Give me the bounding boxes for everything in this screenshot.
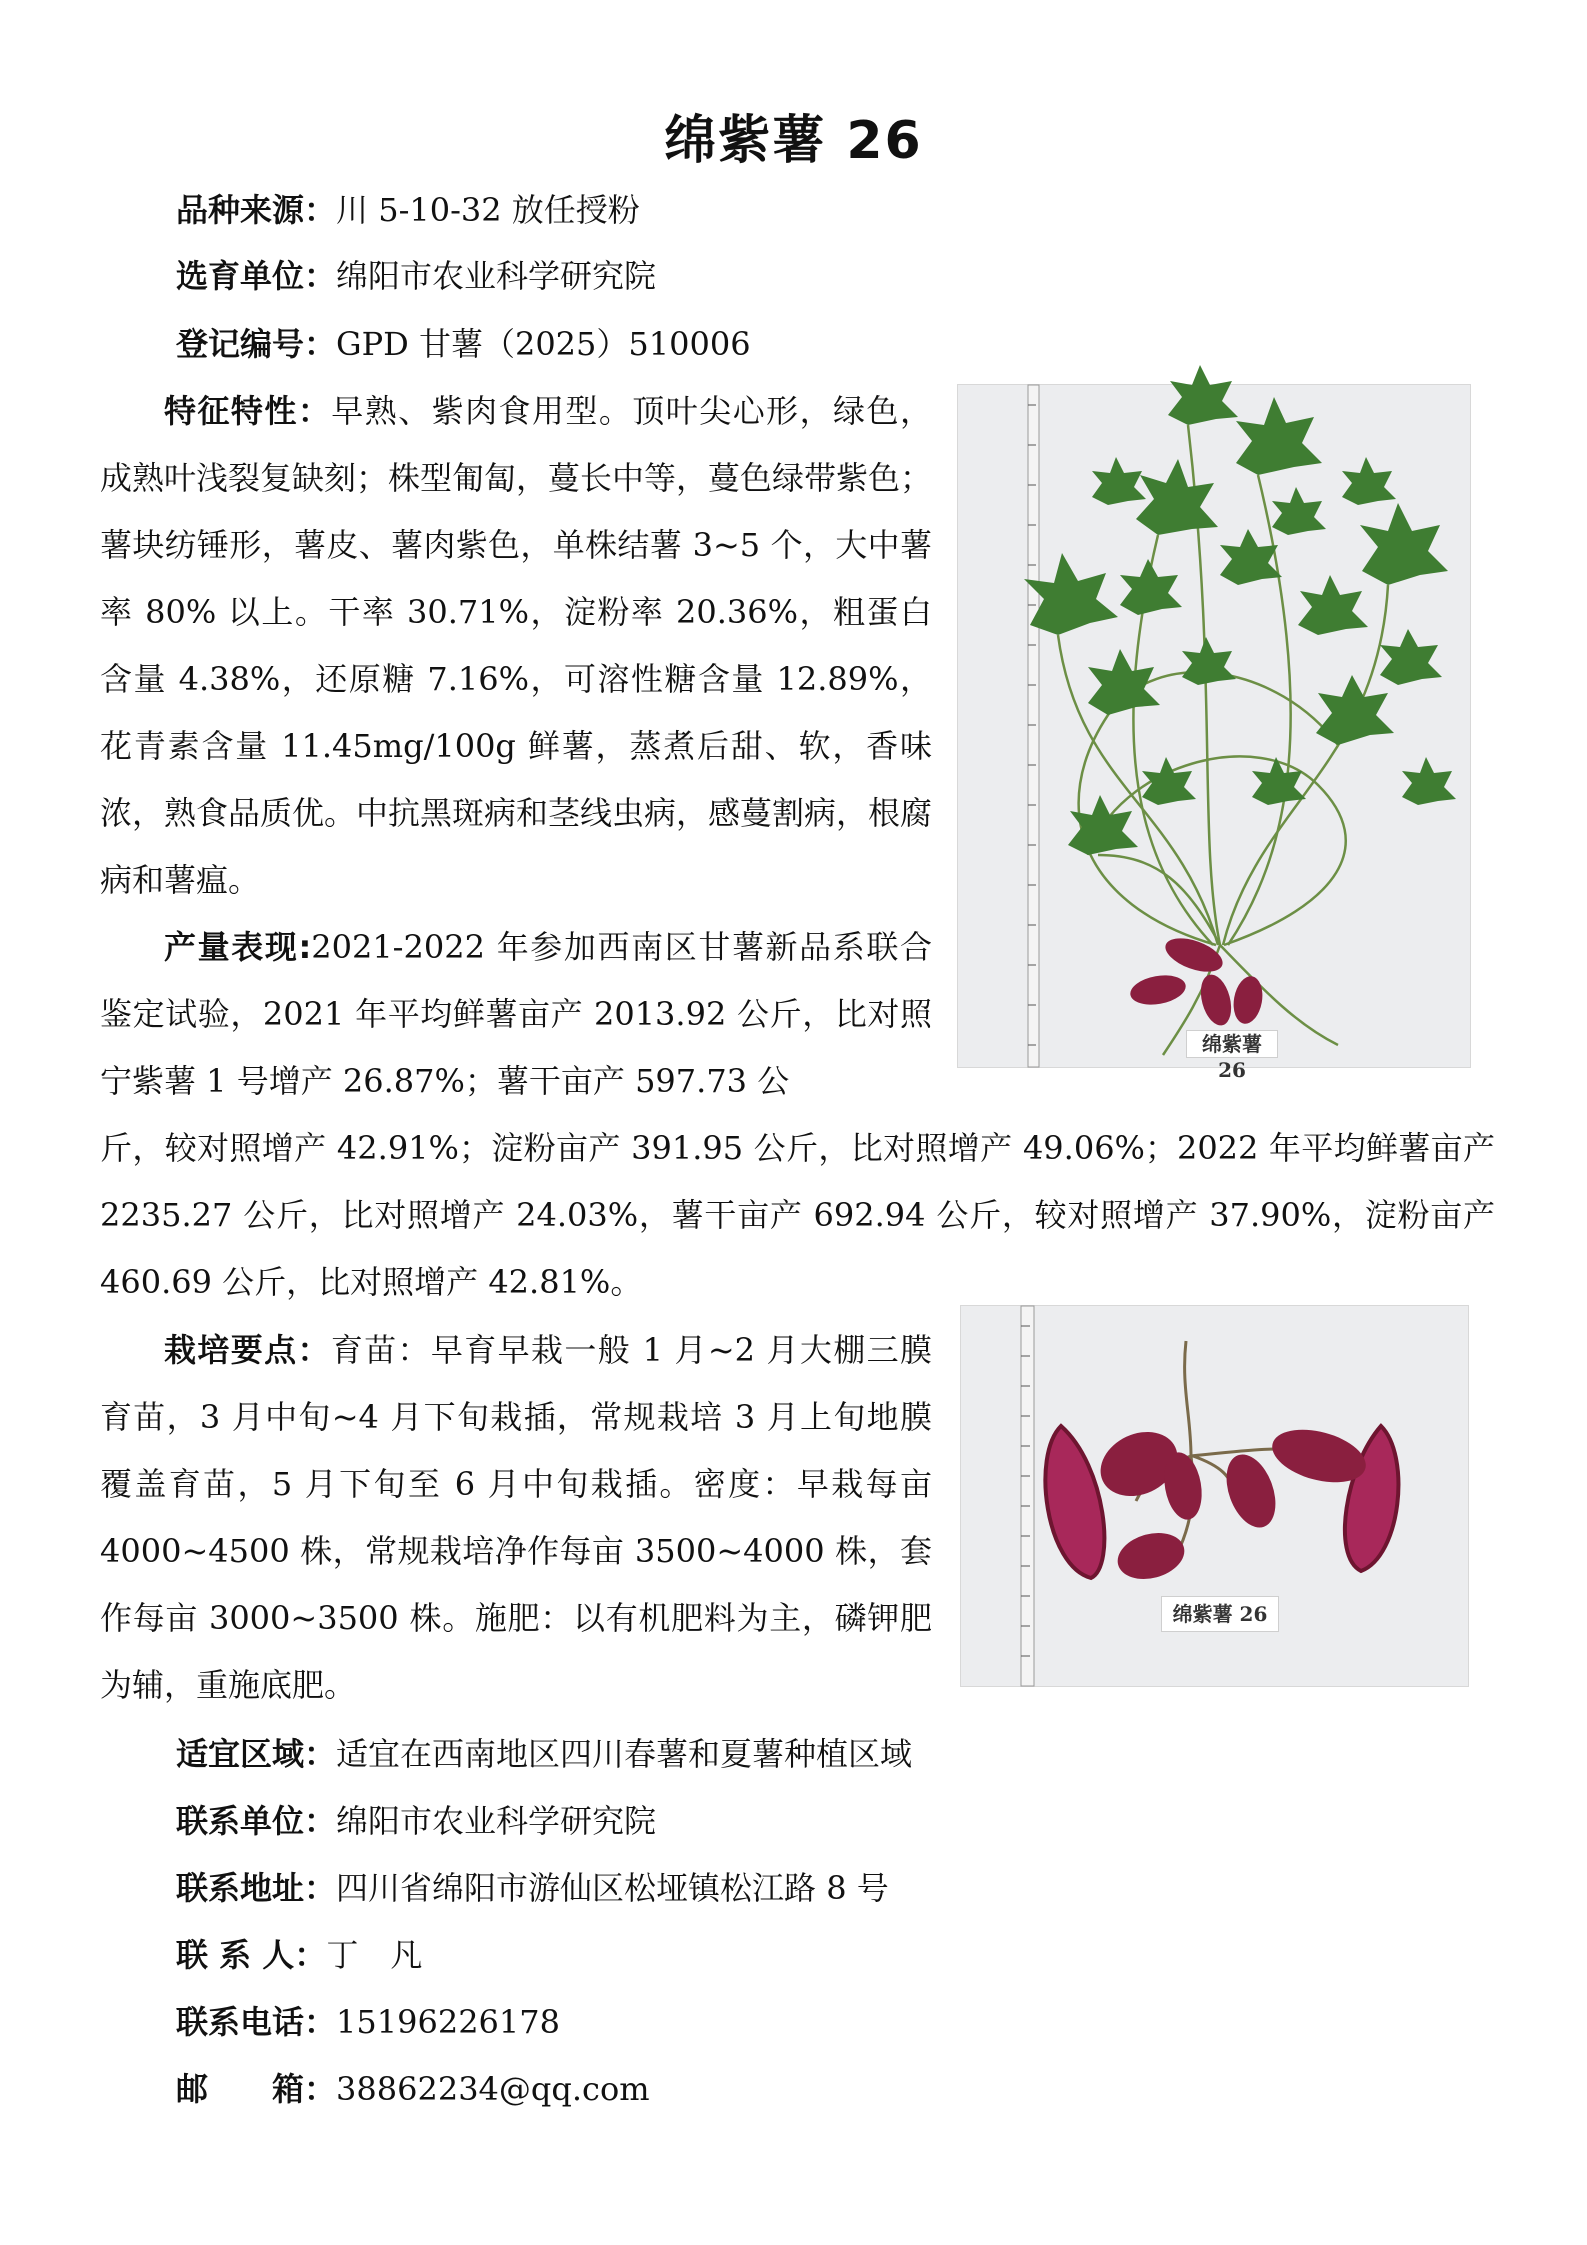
field-contact-person bbox=[176, 1935, 422, 1975]
yield-label: 产量表现 bbox=[164, 928, 299, 966]
field-label: 品种来源 bbox=[176, 191, 305, 229]
field-label: 联系地址 bbox=[176, 1869, 305, 1907]
cultivation-label: 栽培要点 bbox=[164, 1331, 298, 1369]
cultivation-text: 育苗：早育早栽一般 1 月~2 月大棚三膜育苗，3 月中旬~4 月下旬栽插，常规栽培 3 月上旬地膜覆盖育苗，5 月下旬至 6 月中旬栽插。密度：早栽每亩 4000~4500 株，常规栽培净作每亩 3500~4000 株，套作每亩 3000~3500 株。施肥：以有机肥料为主，磷钾肥为辅，重施底肥。 bbox=[100, 1331, 932, 1704]
tuber-photo-caption: 绵紫薯 26 bbox=[1161, 1596, 1279, 1632]
traits-sep: ： bbox=[297, 392, 332, 430]
tuber-photo bbox=[960, 1305, 1469, 1687]
plant-photo-caption: 绵紫薯 26 bbox=[1186, 1030, 1278, 1058]
field-value: 绵阳市农业科学研究院 bbox=[336, 1802, 657, 1840]
field-value: 四川省绵阳市游仙区松垭镇松江路 8 号 bbox=[336, 1869, 889, 1907]
yield-sep: : bbox=[298, 928, 312, 966]
field-sep: ： bbox=[304, 325, 337, 363]
plant-illustration bbox=[958, 385, 1470, 1067]
field-value: 适宜在西南地区四川春薯和夏薯种植区域 bbox=[336, 1735, 913, 1773]
traits-paragraph bbox=[100, 378, 932, 914]
field-value: 绵阳市农业科学研究院 bbox=[336, 257, 657, 295]
field-value: 川 5-10-32 放任授粉 bbox=[336, 191, 640, 229]
field-value: 15196226178 bbox=[336, 2003, 560, 2041]
field-label: 选育单位 bbox=[176, 257, 305, 295]
field-contact-phone bbox=[176, 2002, 560, 2042]
page-title: 绵紫薯 26 bbox=[664, 111, 923, 171]
field-sep: ： bbox=[304, 191, 337, 229]
field-sep: ： bbox=[304, 1869, 337, 1907]
field-label: 联系电话 bbox=[176, 2003, 305, 2041]
cultivation-sep: ： bbox=[297, 1331, 331, 1369]
field-contact-address bbox=[176, 1868, 889, 1908]
traits-label: 特征特性 bbox=[164, 392, 298, 430]
field-label: 联 系 人 bbox=[176, 1936, 295, 1974]
field-variety-source bbox=[176, 190, 640, 230]
plant-photo bbox=[957, 384, 1471, 1082]
field-sep: ： bbox=[304, 1735, 337, 1773]
field-label: 适宜区域 bbox=[176, 1735, 305, 1773]
field-label: 登记编号 bbox=[176, 325, 305, 363]
field-sep: ： bbox=[304, 2070, 337, 2108]
yield-paragraph bbox=[100, 914, 932, 1115]
yield-text-part1: 2021-2022 年参加西南区甘薯新品系联合鉴定试验，2021 年平均鲜薯亩产 2013.92 公斤，比对照宁紫薯 1 号增产 26.87%；薯干亩产 597.73 公 bbox=[100, 928, 932, 1100]
field-registration-number bbox=[176, 324, 751, 364]
field-label: 联系单位 bbox=[176, 1802, 305, 1840]
field-sep: ： bbox=[304, 2003, 337, 2041]
field-label: 邮 箱 bbox=[176, 2070, 305, 2108]
field-email bbox=[176, 2069, 650, 2109]
field-suitable-region bbox=[176, 1734, 912, 1774]
traits-text: 早熟、紫肉食用型。顶叶尖心形，绿色，成熟叶浅裂复缺刻；株型匍匐，蔓长中等，蔓色绿带紫色；薯块纺锤形，薯皮、薯肉紫色，单株结薯 3~5 个，大中薯率 80% 以上。干率 30.71%，淀粉率 20.36%，粗蛋白含量 4.38%，还原糖 7.16%，可溶性糖含量 12.89%，花青素含量 11.45mg/100g 鲜薯，蒸煮后甜、软，香味浓，熟食品质优。中抗黑斑病和茎线虫病，感蔓割病，根腐病和薯瘟。 bbox=[100, 392, 933, 899]
field-value: GPD 甘薯（2025）510006 bbox=[336, 325, 751, 363]
field-sep: ： bbox=[304, 257, 337, 295]
field-value: 丁 凡 bbox=[326, 1936, 423, 1974]
cultivation-paragraph bbox=[100, 1317, 932, 1719]
field-contact-unit bbox=[176, 1801, 656, 1841]
field-sep: ： bbox=[294, 1936, 327, 1974]
field-breeding-unit bbox=[176, 256, 656, 296]
yield-text-part2: 斤，较对照增产 42.91%；淀粉亩产 391.95 公斤，比对照增产 49.06%；2022 年平均鲜薯亩产 2235.27 公斤，比对照增产 24.03%，薯干亩产 692.94 公斤，较对照增产 37.90%，淀粉亩产 460.69 公斤，比对照增产 42.81%。 bbox=[100, 1129, 1495, 1301]
field-value: 38862234@qq.com bbox=[336, 2070, 650, 2108]
field-sep: ： bbox=[304, 1802, 337, 1840]
yield-paragraph-continued bbox=[100, 1115, 1495, 1316]
